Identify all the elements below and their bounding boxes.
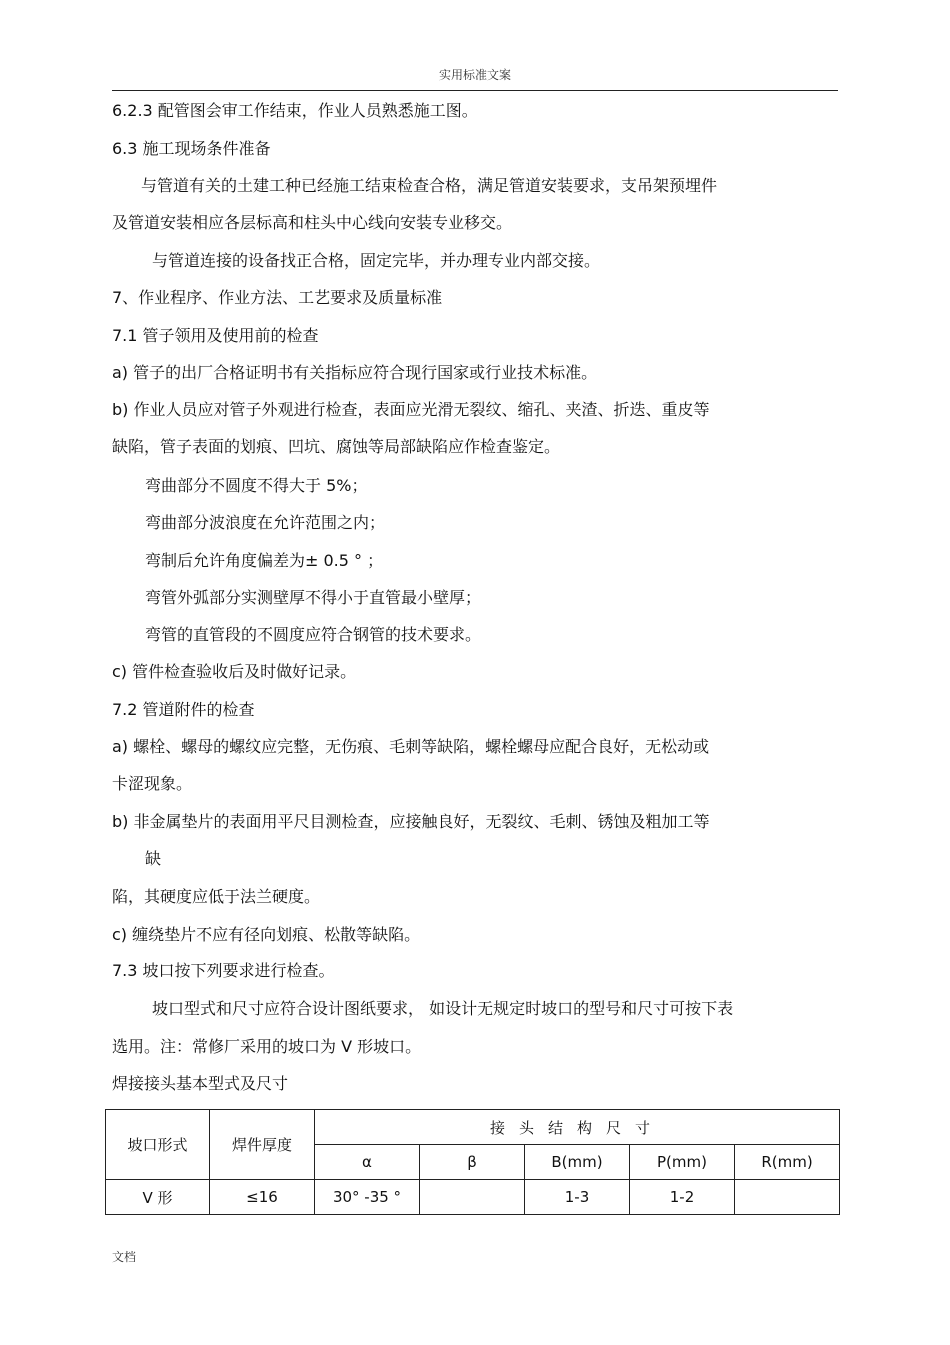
weld-joint-table <box>105 1109 840 1215</box>
col-header-thickness: 焊件厚度 <box>210 1110 315 1180</box>
requirement-line: 弯曲部分不圆度不得大于 5%； <box>145 476 368 495</box>
cell-p: 1-2 <box>630 1180 735 1215</box>
cell-groove: V 形 <box>106 1180 210 1215</box>
page-footer: 文档 <box>112 1250 137 1264</box>
paragraph-line: 卡涩现象。 <box>112 774 193 793</box>
list-item-b: b) 非金属垫片的表面用平尺目测检查，应接触良好，无裂纹、毛刺、锈蚀及粗加工等 <box>112 812 710 831</box>
requirement-line: 弯制后允许角度偏差为± 0.5 ° ； <box>145 551 384 570</box>
list-item-a: a) 管子的出厂合格证明书有关指标应符合现行国家或行业技术标准。 <box>112 363 598 382</box>
heading-7-2: 7.2 管道附件的检查 <box>112 700 255 719</box>
col-header-beta: β <box>420 1145 525 1180</box>
paragraph-line: 缺 <box>145 849 162 868</box>
clause-6-2-3: 6.2.3 配管图会审工作结束，作业人员熟悉施工图。 <box>112 101 478 120</box>
list-item-c: c) 缠绕垫片不应有径向划痕、松散等缺陷。 <box>112 925 421 944</box>
col-header-alpha: α <box>315 1145 420 1180</box>
col-header-p: P(mm) <box>630 1145 735 1180</box>
col-header-r: R(mm) <box>735 1145 840 1180</box>
table-title: 焊接接头基本型式及尺寸 <box>112 1074 289 1093</box>
page-header: 实用标准文案 <box>438 68 511 82</box>
list-item-a: a) 螺栓、螺母的螺纹应完整，无伤痕、毛刺等缺陷，螺栓螺母应配合良好，无松动或 <box>112 737 710 756</box>
paragraph-line: 坡口型式和尺寸应符合设计图纸要求， 如设计无规定时坡口的型号和尺寸可按下表 <box>152 999 734 1018</box>
cell-r <box>735 1180 840 1215</box>
header-divider <box>112 90 838 91</box>
col-header-groove: 坡口形式 <box>106 1110 210 1180</box>
cell-beta <box>420 1180 525 1215</box>
heading-7: 7、作业程序、作业方法、工艺要求及质量标准 <box>112 288 443 307</box>
paragraph-line: 及管道安装相应各层标高和柱头中心线向安装专业移交。 <box>112 213 513 232</box>
cell-alpha: 30° -35 ° <box>315 1180 420 1215</box>
requirement-line: 弯管外弧部分实测壁厚不得小于直管最小壁厚； <box>145 588 482 607</box>
list-item-b: b) 作业人员应对管子外观进行检查，表面应光滑无裂纹、缩孔、夹渣、折迭、重皮等 <box>112 400 710 419</box>
col-header-b: B(mm) <box>525 1145 630 1180</box>
paragraph-line: 与管道连接的设备找正合格，固定完毕，并办理专业内部交接。 <box>152 251 601 270</box>
heading-6-3: 6.3 施工现场条件准备 <box>112 139 271 158</box>
cell-b: 1-3 <box>525 1180 630 1215</box>
col-header-joint-dimensions: 接头结构尺寸 <box>315 1110 840 1145</box>
heading-7-1: 7.1 管子领用及使用前的检查 <box>112 326 319 345</box>
cell-thickness: ≤16 <box>210 1180 315 1215</box>
requirement-line: 弯管的直管段的不圆度应符合钢管的技术要求。 <box>145 625 482 644</box>
paragraph-line: 缺陷，管子表面的划痕、凹坑、腐蚀等局部缺陷应作检查鉴定。 <box>112 437 561 456</box>
paragraph-line: 陷，其硬度应低于法兰硬度。 <box>112 887 321 906</box>
list-item-c: c) 管件检查验收后及时做好记录。 <box>112 662 357 681</box>
requirement-line: 弯曲部分波浪度在允许范围之内； <box>145 513 386 532</box>
paragraph-line: 与管道有关的土建工种已经施工结束检查合格，满足管道安装要求，支吊架预埋件 <box>141 176 718 195</box>
table-row <box>106 1180 840 1215</box>
paragraph-line: 选用。注：常修厂采用的坡口为 V 形坡口。 <box>112 1037 422 1056</box>
heading-7-3: 7.3 坡口按下列要求进行检查。 <box>112 961 335 980</box>
